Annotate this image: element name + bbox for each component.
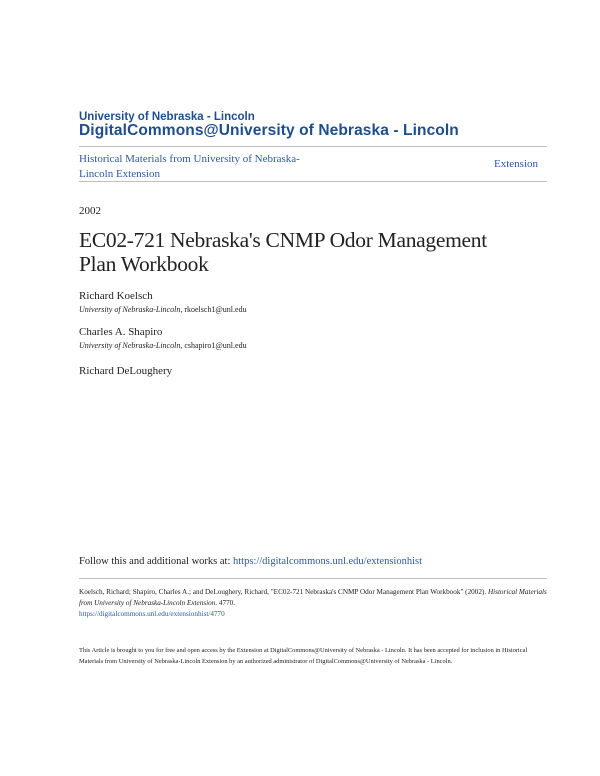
header-divider-bottom (79, 181, 547, 182)
header-divider-top (79, 146, 547, 147)
affiliation-name: University of Nebraska-Lincoln (79, 341, 181, 350)
access-notice: This Article is brought to you for free and open access by the Extension at DigitalCommons@University of Nebraska - Lincoln. It has been accepted for inclusion in Historical Materials from University of Nebraska-Lincoln Extension by an authorized administrator of DigitalCommons@University of Nebraska - Lincoln. (79, 647, 528, 665)
citation-divider (79, 578, 547, 579)
citation-series: Historical Materials from University of Nebraska-Lincoln Extension (79, 588, 547, 607)
category-link[interactable]: Extension (494, 158, 538, 170)
follow-text: Follow this and additional works at: (79, 556, 233, 567)
author-name: Charles A. Shapiro (79, 326, 163, 338)
document-title (79, 228, 539, 276)
author-email: , cshapiro1@unl.edu (180, 341, 247, 350)
follow-link[interactable]: https://digitalcommons.unl.edu/extensionhist (233, 556, 422, 567)
publication-year: 2002 (79, 205, 101, 217)
author-name: Richard DeLoughery (79, 365, 173, 377)
author-affiliation (79, 305, 247, 314)
citation-link[interactable]: https://digitalcommons.unl.edu/extensionhist/4770 (79, 610, 225, 618)
title-line-1: EC02-721 Nebraska's CNMP Odor Management (79, 228, 487, 252)
author-name: Richard Koelsch (79, 290, 153, 302)
author-affiliation (79, 341, 247, 350)
series-line-1: Historical Materials from University of Nebraska- (79, 153, 300, 165)
title-line-2: Plan Workbook (79, 252, 209, 276)
author-email: , rkoelsch1@unl.edu (180, 305, 247, 314)
affiliation-name: University of Nebraska-Lincoln (79, 305, 181, 314)
institution-name[interactable]: University of Nebraska - Lincoln (79, 111, 255, 123)
recommended-citation (79, 587, 549, 620)
series-link[interactable] (79, 152, 319, 182)
series-line-2: Lincoln Extension (79, 168, 160, 180)
citation-number: . 4770. (215, 599, 236, 607)
citation-text: Koelsch, Richard; Shapiro, Charles A.; and DeLoughery, Richard, "EC02-721 Nebraska's CNMP Odor Management Plan Workbook" (2002). (79, 588, 488, 596)
repository-name[interactable]: DigitalCommons@University of Nebraska - Lincoln (79, 122, 459, 139)
follow-line (79, 556, 422, 567)
